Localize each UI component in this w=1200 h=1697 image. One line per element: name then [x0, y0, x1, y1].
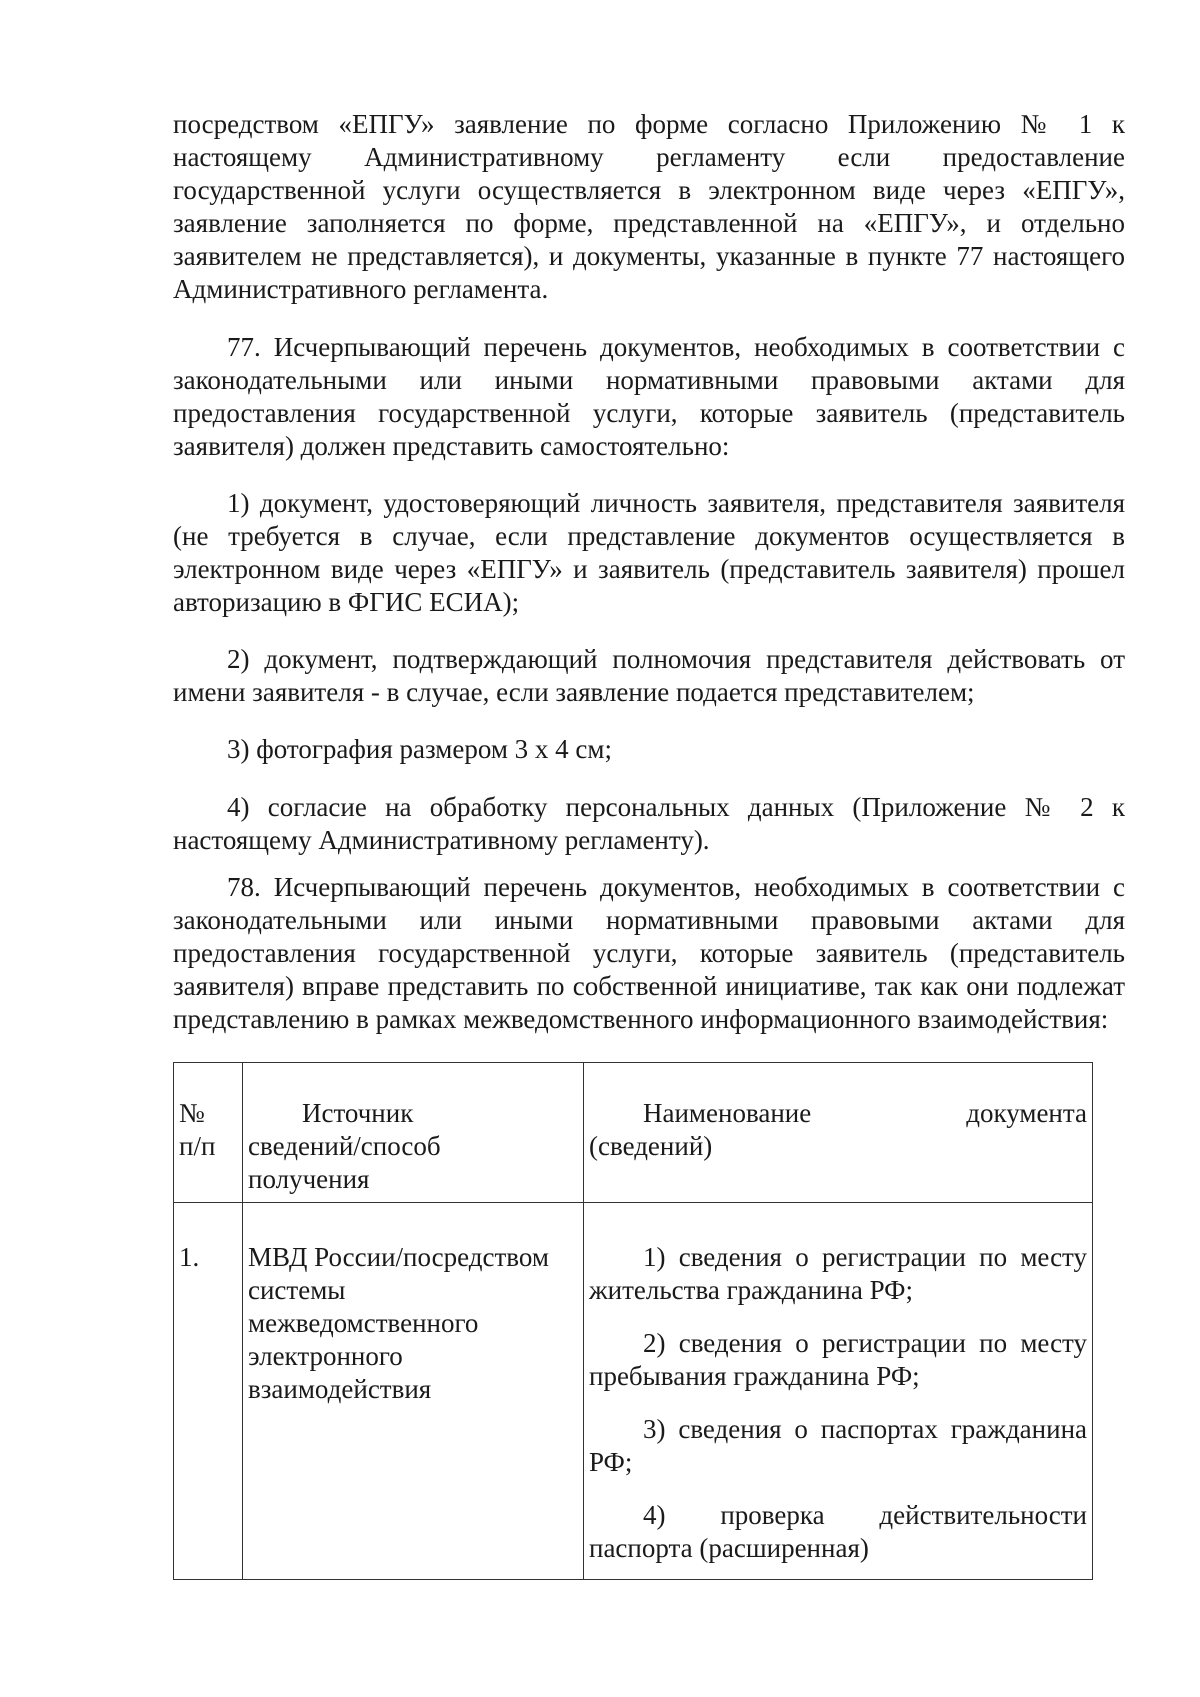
header-name-line2: (сведений)	[589, 1131, 713, 1161]
header-source-line2: сведений/способ	[248, 1131, 441, 1161]
table-header-row	[174, 1063, 1093, 1203]
header-source-line1: Источник	[302, 1098, 414, 1128]
paragraph-78: 78. Исчерпывающий перечень документов, необходимых в соответствии с законодательными или иными нормативными правовыми актами для предоставления государственной услуги, которые заявитель (представитель заявителя) вправе представить по собственной инициативе, так как они подлежат представлению в рамках межведомственного информационного взаимодействия:	[173, 872, 1125, 1034]
row-number-cell: 1.	[174, 1203, 243, 1580]
table-row	[174, 1203, 1093, 1580]
paragraph-77: 77. Исчерпывающий перечень документов, необходимых в соответствии с законодательными или иными нормативными правовыми актами для предоставления государственной услуги, которые заявитель (представитель заявителя) должен представить самостоятельно:	[173, 332, 1125, 461]
header-source-line3: получения	[248, 1164, 370, 1194]
list-item-2: 2) документ, подтверждающий полномочия представителя действовать от имени заявителя - в случае, если заявление подается представителем;	[173, 644, 1125, 707]
header-name-cell	[584, 1063, 1093, 1203]
list-item-1: 1) документ, удостоверяющий личность заявителя, представителя заявителя (не требуется в случае, если представление документов осуществляется в электронном виде через «ЕПГУ» и заявитель (представитель заявителя) прошел авторизацию в ФГИС ЕСИА);	[173, 488, 1125, 617]
paragraph-continuation: посредством «ЕПГУ» заявление по форме согласно Приложению № 1 к настоящему Административному регламенту если предоставление государственной услуги осуществляется в электронном виде через «ЕПГУ», заявление заполняется по форме, представленной на «ЕПГУ», и отдельно заявителем не представляется), и документы, указанные в пункте 77 настоящего Административного регламента.	[173, 109, 1125, 304]
row-source-cell: МВД России/посредством системы межведомственного электронного взаимодействия	[243, 1203, 584, 1580]
row-item-4: 4) проверка действительности паспорта (расширенная)	[589, 1500, 1087, 1563]
documents-table	[173, 1062, 1093, 1580]
header-name-word1: Наименование	[643, 1098, 812, 1128]
header-name-word2: документа	[966, 1098, 1087, 1128]
header-number-cell	[174, 1063, 243, 1203]
header-number-symbol: №	[179, 1098, 205, 1128]
row-items-cell	[584, 1203, 1093, 1580]
list-item-3: 3) фотография размером 3 х 4 см;	[227, 734, 612, 764]
header-name-line1	[589, 1097, 1087, 1130]
list-item-4: 4) согласие на обработку персональных данных (Приложение № 2 к настоящему Административному регламенту).	[173, 792, 1125, 855]
row-item-2: 2) сведения о регистрации по месту пребывания гражданина РФ;	[589, 1328, 1087, 1391]
header-number-abbr: п/п	[179, 1131, 216, 1161]
row-item-1: 1) сведения о регистрации по месту жительства гражданина РФ;	[589, 1242, 1087, 1305]
row-item-3: 3) сведения о паспортах гражданина РФ;	[589, 1414, 1087, 1477]
header-source-cell	[243, 1063, 584, 1203]
